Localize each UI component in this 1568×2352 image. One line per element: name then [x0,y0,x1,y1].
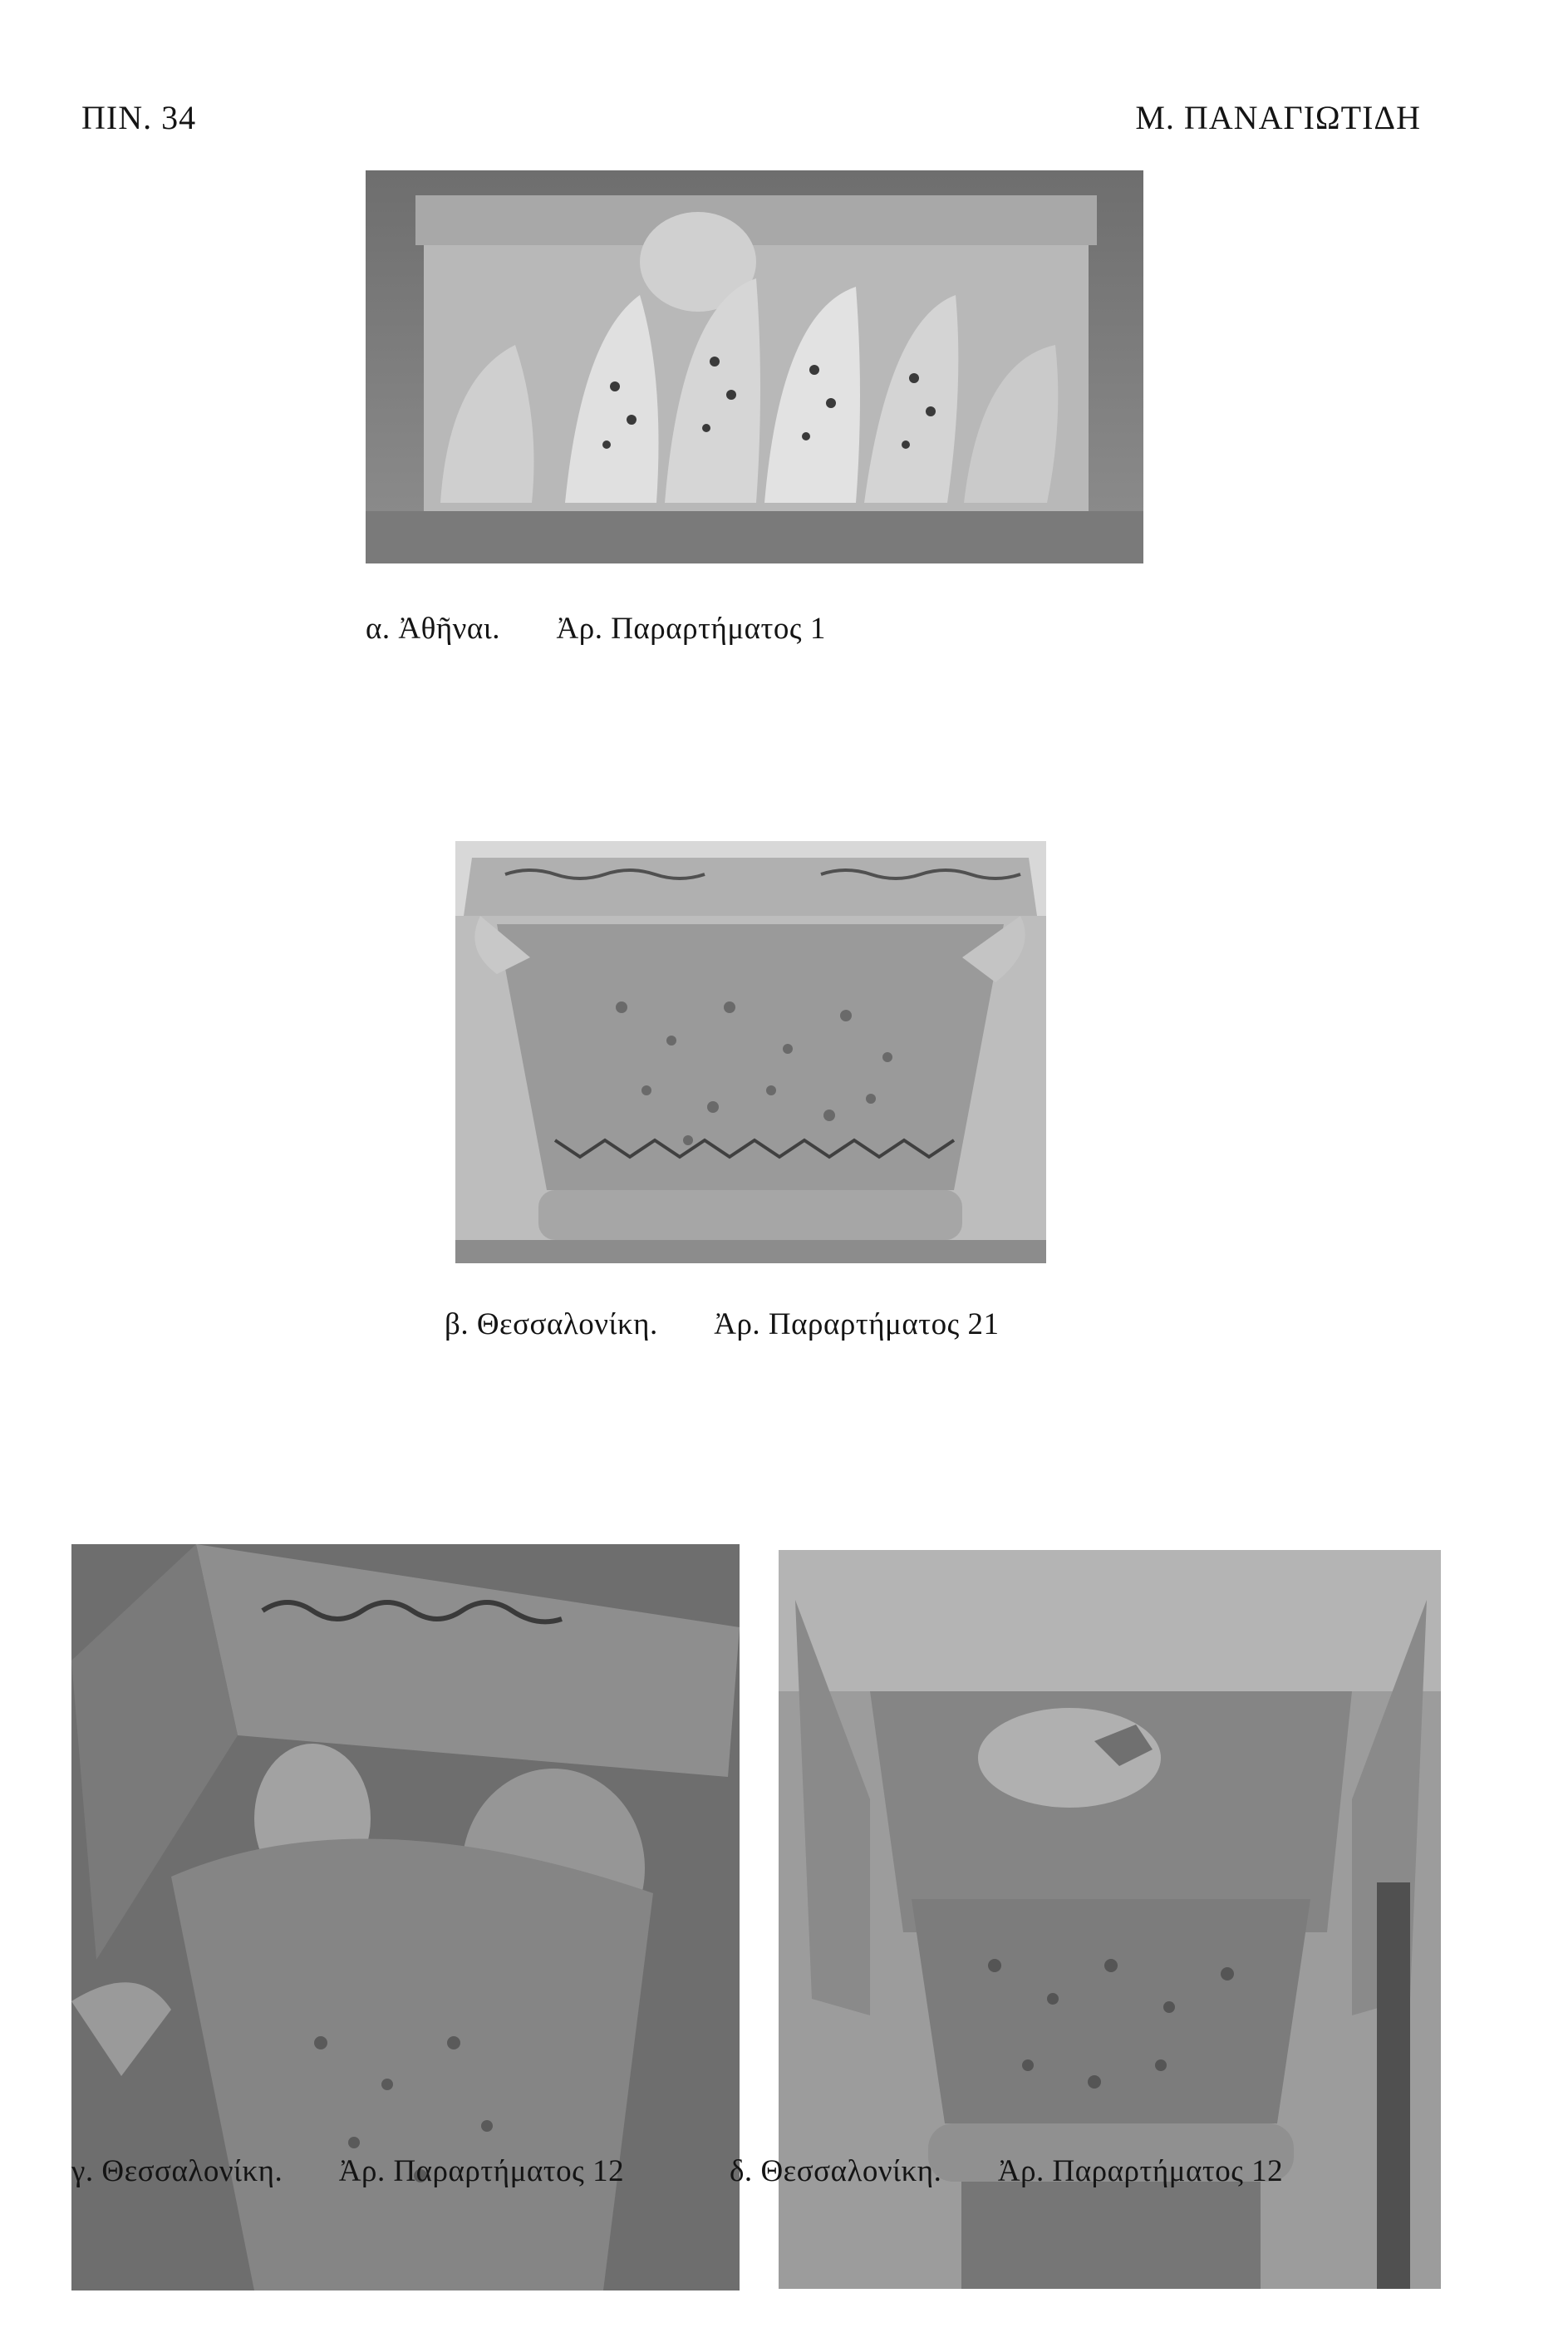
caption-figure-d [730,2153,1283,2189]
photo-capital-thessaloniki-21 [455,841,1046,1263]
caption-figure-b [445,1306,1000,1342]
figure-place: Θεσσαλονίκη. [101,2154,283,2188]
figure-reference: Ἀρ. Παραρτήματος 21 [714,1307,1000,1341]
figure-letter: α. [366,612,391,646]
figure-place: Θεσσαλονίκη. [476,1307,658,1341]
figure-place: Θεσσαλονίκη. [760,2154,942,2188]
figure-reference: Ἀρ. Παραρτήματος 12 [997,2154,1284,2188]
figure-letter: β. [445,1307,469,1341]
caption-figure-a [366,611,826,647]
figure-letter: δ. [730,2154,753,2188]
figure-reference: Ἀρ. Παραρτήματος 1 [556,612,826,646]
plate-label: ΠΙΝ. 34 [81,99,197,136]
author-name: Μ. ΠΑΝΑΓΙΩΤΙΔΗ [1135,99,1421,136]
figure-place: Ἀθῆναι. [398,612,501,646]
photo-capital-athens [366,170,1143,563]
figure-reference: Ἀρ. Παραρτήματος 12 [338,2154,625,2188]
figure-letter: γ. [71,2154,94,2188]
caption-figure-c [71,2153,624,2189]
